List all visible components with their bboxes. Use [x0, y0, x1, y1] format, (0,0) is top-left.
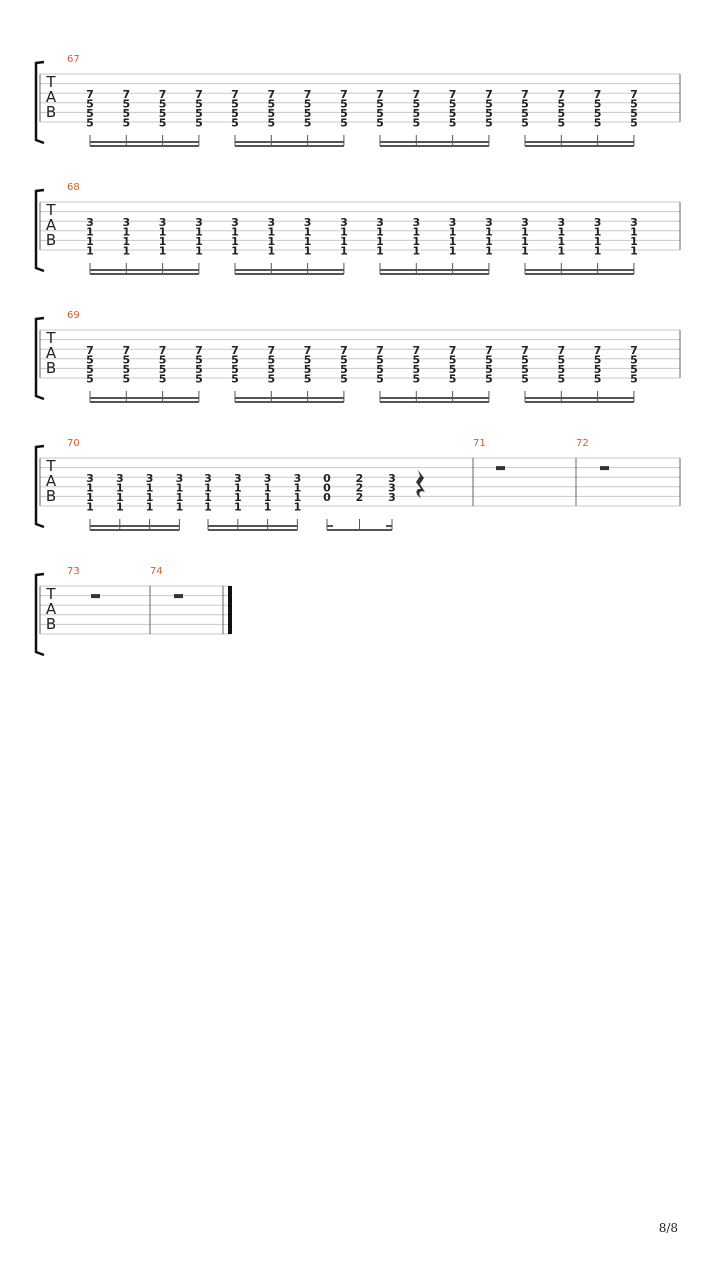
fret-number: 5	[412, 107, 421, 120]
fret-number: 1	[231, 244, 239, 258]
measure-number: 72	[576, 438, 589, 449]
fret-number: 5	[557, 353, 566, 367]
fret-number: 1	[521, 244, 529, 258]
fret-number: 1	[557, 235, 566, 248]
fret-number: 1	[145, 500, 154, 514]
fret-number: 1	[86, 244, 94, 258]
fret-number: 1	[204, 481, 212, 495]
fret-number: 1	[303, 225, 312, 239]
fret-number: 5	[86, 116, 94, 130]
fret-number: 3	[521, 215, 529, 229]
whole-rest-icon	[496, 466, 505, 470]
fret-number: 7	[303, 343, 312, 357]
fret-number: 1	[593, 244, 602, 258]
fret-number: 3	[340, 215, 348, 229]
fret-number: 7	[630, 343, 638, 357]
fret-number: 5	[158, 107, 167, 120]
fret-number: 5	[122, 97, 131, 111]
fret-number: 1	[175, 481, 184, 495]
fret-number: 1	[263, 491, 272, 504]
fret-number: 1	[115, 481, 124, 495]
system-2	[36, 182, 680, 274]
fret-number: 7	[303, 87, 312, 101]
fret-number: 1	[158, 235, 167, 248]
fret-number: 1	[303, 235, 312, 248]
fret-number: 7	[340, 87, 348, 101]
system-1	[36, 54, 680, 146]
fret-number: 1	[195, 235, 203, 248]
fret-number: 5	[448, 116, 457, 130]
fret-number: 7	[122, 343, 131, 357]
tab-clef-letter: T	[46, 73, 56, 91]
fret-number: 5	[448, 372, 457, 386]
measure-number: 69	[67, 310, 80, 321]
system-5	[36, 566, 232, 655]
fret-number: 1	[521, 225, 529, 239]
fret-number: 5	[376, 353, 384, 367]
quarter-rest-icon	[416, 470, 425, 498]
fret-number: 5	[303, 363, 312, 376]
fret-number: 3	[145, 471, 154, 485]
fret-number: 1	[263, 481, 272, 495]
fret-number: 5	[521, 97, 529, 111]
fret-number: 5	[376, 363, 384, 376]
fret-number: 1	[115, 491, 124, 504]
tab-clef-letter: B	[45, 103, 57, 121]
fret-number: 1	[115, 500, 124, 514]
fret-number: 5	[303, 97, 312, 111]
fret-number: 7	[195, 343, 203, 357]
fret-number: 3	[86, 215, 94, 229]
fret-number: 5	[86, 353, 94, 367]
fret-number: 5	[485, 97, 493, 111]
fret-number: 3	[630, 215, 638, 229]
fret-number: 5	[340, 353, 348, 367]
fret-number: 1	[158, 244, 167, 258]
fret-number: 1	[412, 244, 421, 258]
fret-number: 5	[303, 353, 312, 367]
fret-number: 1	[122, 235, 131, 248]
fret-number: 1	[593, 225, 602, 239]
fret-number: 1	[340, 225, 348, 239]
fret-number: 7	[521, 87, 529, 101]
fret-number: 5	[303, 372, 312, 386]
fret-number: 5	[376, 107, 384, 120]
fret-number: 1	[593, 235, 602, 248]
fret-number: 5	[122, 363, 131, 376]
fret-number: 5	[630, 116, 638, 130]
fret-number: 1	[233, 500, 242, 514]
fret-number: 7	[485, 87, 493, 101]
fret-number: 5	[485, 116, 493, 130]
fret-number: 5	[448, 97, 457, 111]
fret-number: 3	[158, 215, 167, 229]
fret-number: 3	[267, 215, 276, 229]
fret-number: 5	[231, 372, 239, 386]
fret-number: 3	[122, 215, 131, 229]
fret-number: 3	[195, 215, 203, 229]
whole-rest-icon	[91, 594, 100, 598]
fret-number: 1	[263, 500, 272, 514]
fret-number: 1	[376, 235, 384, 248]
fret-number: 3	[557, 215, 566, 229]
fret-number: 3	[263, 471, 272, 485]
fret-number: 7	[557, 87, 566, 101]
fret-number: 5	[521, 372, 529, 386]
fret-number: 5	[231, 107, 239, 120]
fret-number: 1	[145, 481, 154, 495]
fret-number: 1	[485, 244, 493, 258]
measure-number: 71	[473, 438, 486, 449]
fret-number: 1	[293, 500, 302, 514]
tab-clef-letter: B	[45, 231, 57, 249]
fret-number: 7	[340, 343, 348, 357]
fret-number: 7	[630, 87, 638, 101]
fret-number: 5	[86, 97, 94, 111]
fret-number: 5	[485, 363, 493, 376]
fret-number: 5	[86, 363, 94, 376]
fret-number: 7	[412, 87, 421, 101]
fret-number: 1	[557, 244, 566, 258]
fret-number: 7	[231, 343, 239, 357]
fret-number: 5	[267, 353, 276, 367]
fret-number: 1	[175, 500, 184, 514]
fret-number: 1	[630, 244, 638, 258]
measure-number: 68	[67, 182, 80, 193]
fret-number: 1	[485, 225, 493, 239]
fret-number: 1	[448, 244, 457, 258]
fret-number: 5	[630, 107, 638, 120]
fret-number: 1	[204, 500, 212, 514]
tab-clef-letter: A	[45, 88, 57, 106]
fret-number: 3	[293, 471, 302, 485]
fret-number: 5	[231, 363, 239, 376]
fret-number: 1	[86, 235, 94, 248]
fret-number: 5	[521, 107, 529, 120]
fret-number: 1	[448, 235, 457, 248]
fret-number: 5	[122, 372, 131, 386]
tab-clef-letter: A	[45, 472, 57, 490]
whole-rest-icon	[174, 594, 183, 598]
fret-number: 1	[485, 235, 493, 248]
page-number: 8/8	[658, 1221, 678, 1235]
fret-number: 5	[485, 107, 493, 120]
fret-number: 5	[267, 372, 276, 386]
fret-number: 5	[122, 116, 131, 130]
measure-number: 67	[67, 54, 80, 65]
fret-number: 7	[86, 87, 94, 101]
fret-number: 5	[340, 372, 348, 386]
tab-clef-letter: B	[45, 359, 57, 377]
fret-number: 7	[593, 343, 602, 357]
fret-number: 5	[231, 97, 239, 111]
fret-number: 5	[521, 116, 529, 130]
fret-number: 5	[303, 107, 312, 120]
fret-number: 1	[86, 225, 94, 239]
fret-number: 5	[485, 353, 493, 367]
fret-number: 5	[158, 372, 167, 386]
fret-number: 5	[557, 107, 566, 120]
fret-number: 5	[122, 353, 131, 367]
fret-number: 1	[630, 235, 638, 248]
fret-number: 1	[412, 235, 421, 248]
fret-number: 0	[323, 491, 331, 504]
fret-number: 5	[630, 97, 638, 111]
fret-number: 5	[376, 97, 384, 111]
fret-number: 5	[158, 116, 167, 130]
fret-number: 5	[267, 107, 276, 120]
fret-number: 5	[412, 116, 421, 130]
fret-number: 1	[557, 225, 566, 239]
fret-number: 5	[448, 353, 457, 367]
fret-number: 5	[521, 363, 529, 376]
fret-number: 7	[86, 343, 94, 357]
fret-number: 3	[388, 481, 396, 495]
fret-number: 1	[521, 235, 529, 248]
fret-number: 1	[376, 225, 384, 239]
tab-clef-letter: T	[46, 585, 56, 603]
fret-number: 7	[557, 343, 566, 357]
tab-clef-letter: A	[45, 216, 57, 234]
whole-rest-icon	[600, 466, 609, 470]
fret-number: 1	[412, 225, 421, 239]
fret-number: 5	[376, 116, 384, 130]
fret-number: 5	[86, 372, 94, 386]
fret-number: 5	[630, 363, 638, 376]
fret-number: 1	[204, 491, 212, 504]
measure-number: 73	[67, 566, 80, 577]
fret-number: 5	[267, 97, 276, 111]
fret-number: 2	[355, 491, 364, 504]
fret-number: 5	[86, 107, 94, 120]
fret-number: 3	[388, 491, 396, 504]
fret-number: 5	[267, 363, 276, 376]
fret-number: 7	[485, 343, 493, 357]
fret-number: 1	[303, 244, 312, 258]
fret-number: 1	[145, 491, 154, 504]
fret-number: 5	[412, 353, 421, 367]
fret-number: 1	[630, 225, 638, 239]
fret-number: 1	[340, 244, 348, 258]
fret-number: 0	[323, 481, 331, 495]
fret-number: 5	[412, 372, 421, 386]
fret-number: 7	[195, 87, 203, 101]
fret-number: 7	[593, 87, 602, 101]
fret-number: 1	[340, 235, 348, 248]
fret-number: 2	[355, 471, 364, 485]
fret-number: 5	[593, 372, 602, 386]
fret-number: 5	[195, 363, 203, 376]
fret-number: 5	[593, 97, 602, 111]
fret-number: 1	[158, 225, 167, 239]
fret-number: 5	[195, 353, 203, 367]
fret-number: 5	[593, 353, 602, 367]
fret-number: 7	[448, 343, 457, 357]
fret-number: 1	[233, 481, 242, 495]
fret-number: 5	[340, 107, 348, 120]
tab-clef-letter: A	[45, 600, 57, 618]
fret-number: 3	[376, 215, 384, 229]
fret-number: 7	[267, 343, 276, 357]
fret-number: 5	[303, 116, 312, 130]
fret-number: 5	[412, 363, 421, 376]
fret-number: 5	[231, 353, 239, 367]
fret-number: 1	[231, 235, 239, 248]
fret-number: 5	[593, 363, 602, 376]
fret-number: 5	[195, 116, 203, 130]
fret-number: 1	[267, 244, 276, 258]
final-barline	[228, 586, 232, 634]
fret-number: 3	[175, 471, 184, 485]
fret-number: 5	[267, 116, 276, 130]
fret-number: 7	[158, 343, 167, 357]
fret-number: 1	[267, 225, 276, 239]
fret-number: 3	[388, 471, 396, 485]
fret-number: 5	[195, 107, 203, 120]
fret-number: 3	[412, 215, 421, 229]
tab-clef-letter: B	[45, 615, 57, 633]
fret-number: 5	[557, 372, 566, 386]
tab-clef-letter: T	[46, 329, 56, 347]
fret-number: 3	[485, 215, 493, 229]
fret-number: 3	[593, 215, 602, 229]
fret-number: 5	[557, 116, 566, 130]
fret-number: 3	[204, 471, 212, 485]
fret-number: 3	[303, 215, 312, 229]
tab-clef-letter: A	[45, 344, 57, 362]
fret-number: 5	[231, 116, 239, 130]
fret-number: 7	[122, 87, 131, 101]
fret-number: 1	[86, 481, 94, 495]
fret-number: 5	[485, 372, 493, 386]
fret-number: 5	[521, 353, 529, 367]
fret-number: 7	[412, 343, 421, 357]
fret-number: 5	[448, 363, 457, 376]
tab-clef-letter: B	[45, 487, 57, 505]
fret-number: 5	[158, 97, 167, 111]
fret-number: 5	[557, 97, 566, 111]
fret-number: 5	[122, 107, 131, 120]
fret-number: 5	[412, 97, 421, 111]
fret-number: 5	[630, 372, 638, 386]
measure-number: 70	[67, 438, 80, 449]
fret-number: 1	[86, 500, 94, 514]
fret-number: 5	[593, 116, 602, 130]
fret-number: 3	[448, 215, 457, 229]
system-3	[36, 310, 680, 402]
fret-number: 5	[340, 363, 348, 376]
fret-number: 1	[233, 491, 242, 504]
fret-number: 5	[448, 107, 457, 120]
fret-number: 5	[376, 372, 384, 386]
fret-number: 7	[376, 343, 384, 357]
fret-number: 7	[158, 87, 167, 101]
fret-number: 3	[233, 471, 242, 485]
fret-number: 1	[267, 235, 276, 248]
fret-number: 5	[340, 116, 348, 130]
fret-number: 5	[340, 97, 348, 111]
fret-number: 1	[122, 225, 131, 239]
fret-number: 5	[630, 353, 638, 367]
fret-number: 1	[293, 491, 302, 504]
measure-number: 74	[150, 566, 163, 577]
fret-number: 1	[448, 225, 457, 239]
fret-number: 3	[115, 471, 124, 485]
fret-number: 7	[448, 87, 457, 101]
fret-number: 5	[158, 353, 167, 367]
fret-number: 5	[195, 372, 203, 386]
fret-number: 0	[323, 471, 331, 485]
fret-number: 5	[593, 107, 602, 120]
fret-number: 3	[86, 471, 94, 485]
fret-number: 7	[231, 87, 239, 101]
fret-number: 1	[293, 481, 302, 495]
fret-number: 3	[231, 215, 239, 229]
fret-number: 7	[267, 87, 276, 101]
system-4	[36, 438, 680, 530]
tab-clef-letter: T	[46, 201, 56, 219]
fret-number: 5	[557, 363, 566, 376]
fret-number: 1	[231, 225, 239, 239]
fret-number: 1	[86, 491, 94, 504]
fret-number: 1	[376, 244, 384, 258]
fret-number: 5	[158, 363, 167, 376]
fret-number: 7	[521, 343, 529, 357]
tab-clef-letter: T	[46, 457, 56, 475]
fret-number: 7	[376, 87, 384, 101]
fret-number: 1	[175, 491, 184, 504]
fret-number: 1	[195, 244, 203, 258]
fret-number: 5	[195, 97, 203, 111]
fret-number: 1	[195, 225, 203, 239]
fret-number: 2	[355, 481, 364, 495]
fret-number: 1	[122, 244, 131, 258]
